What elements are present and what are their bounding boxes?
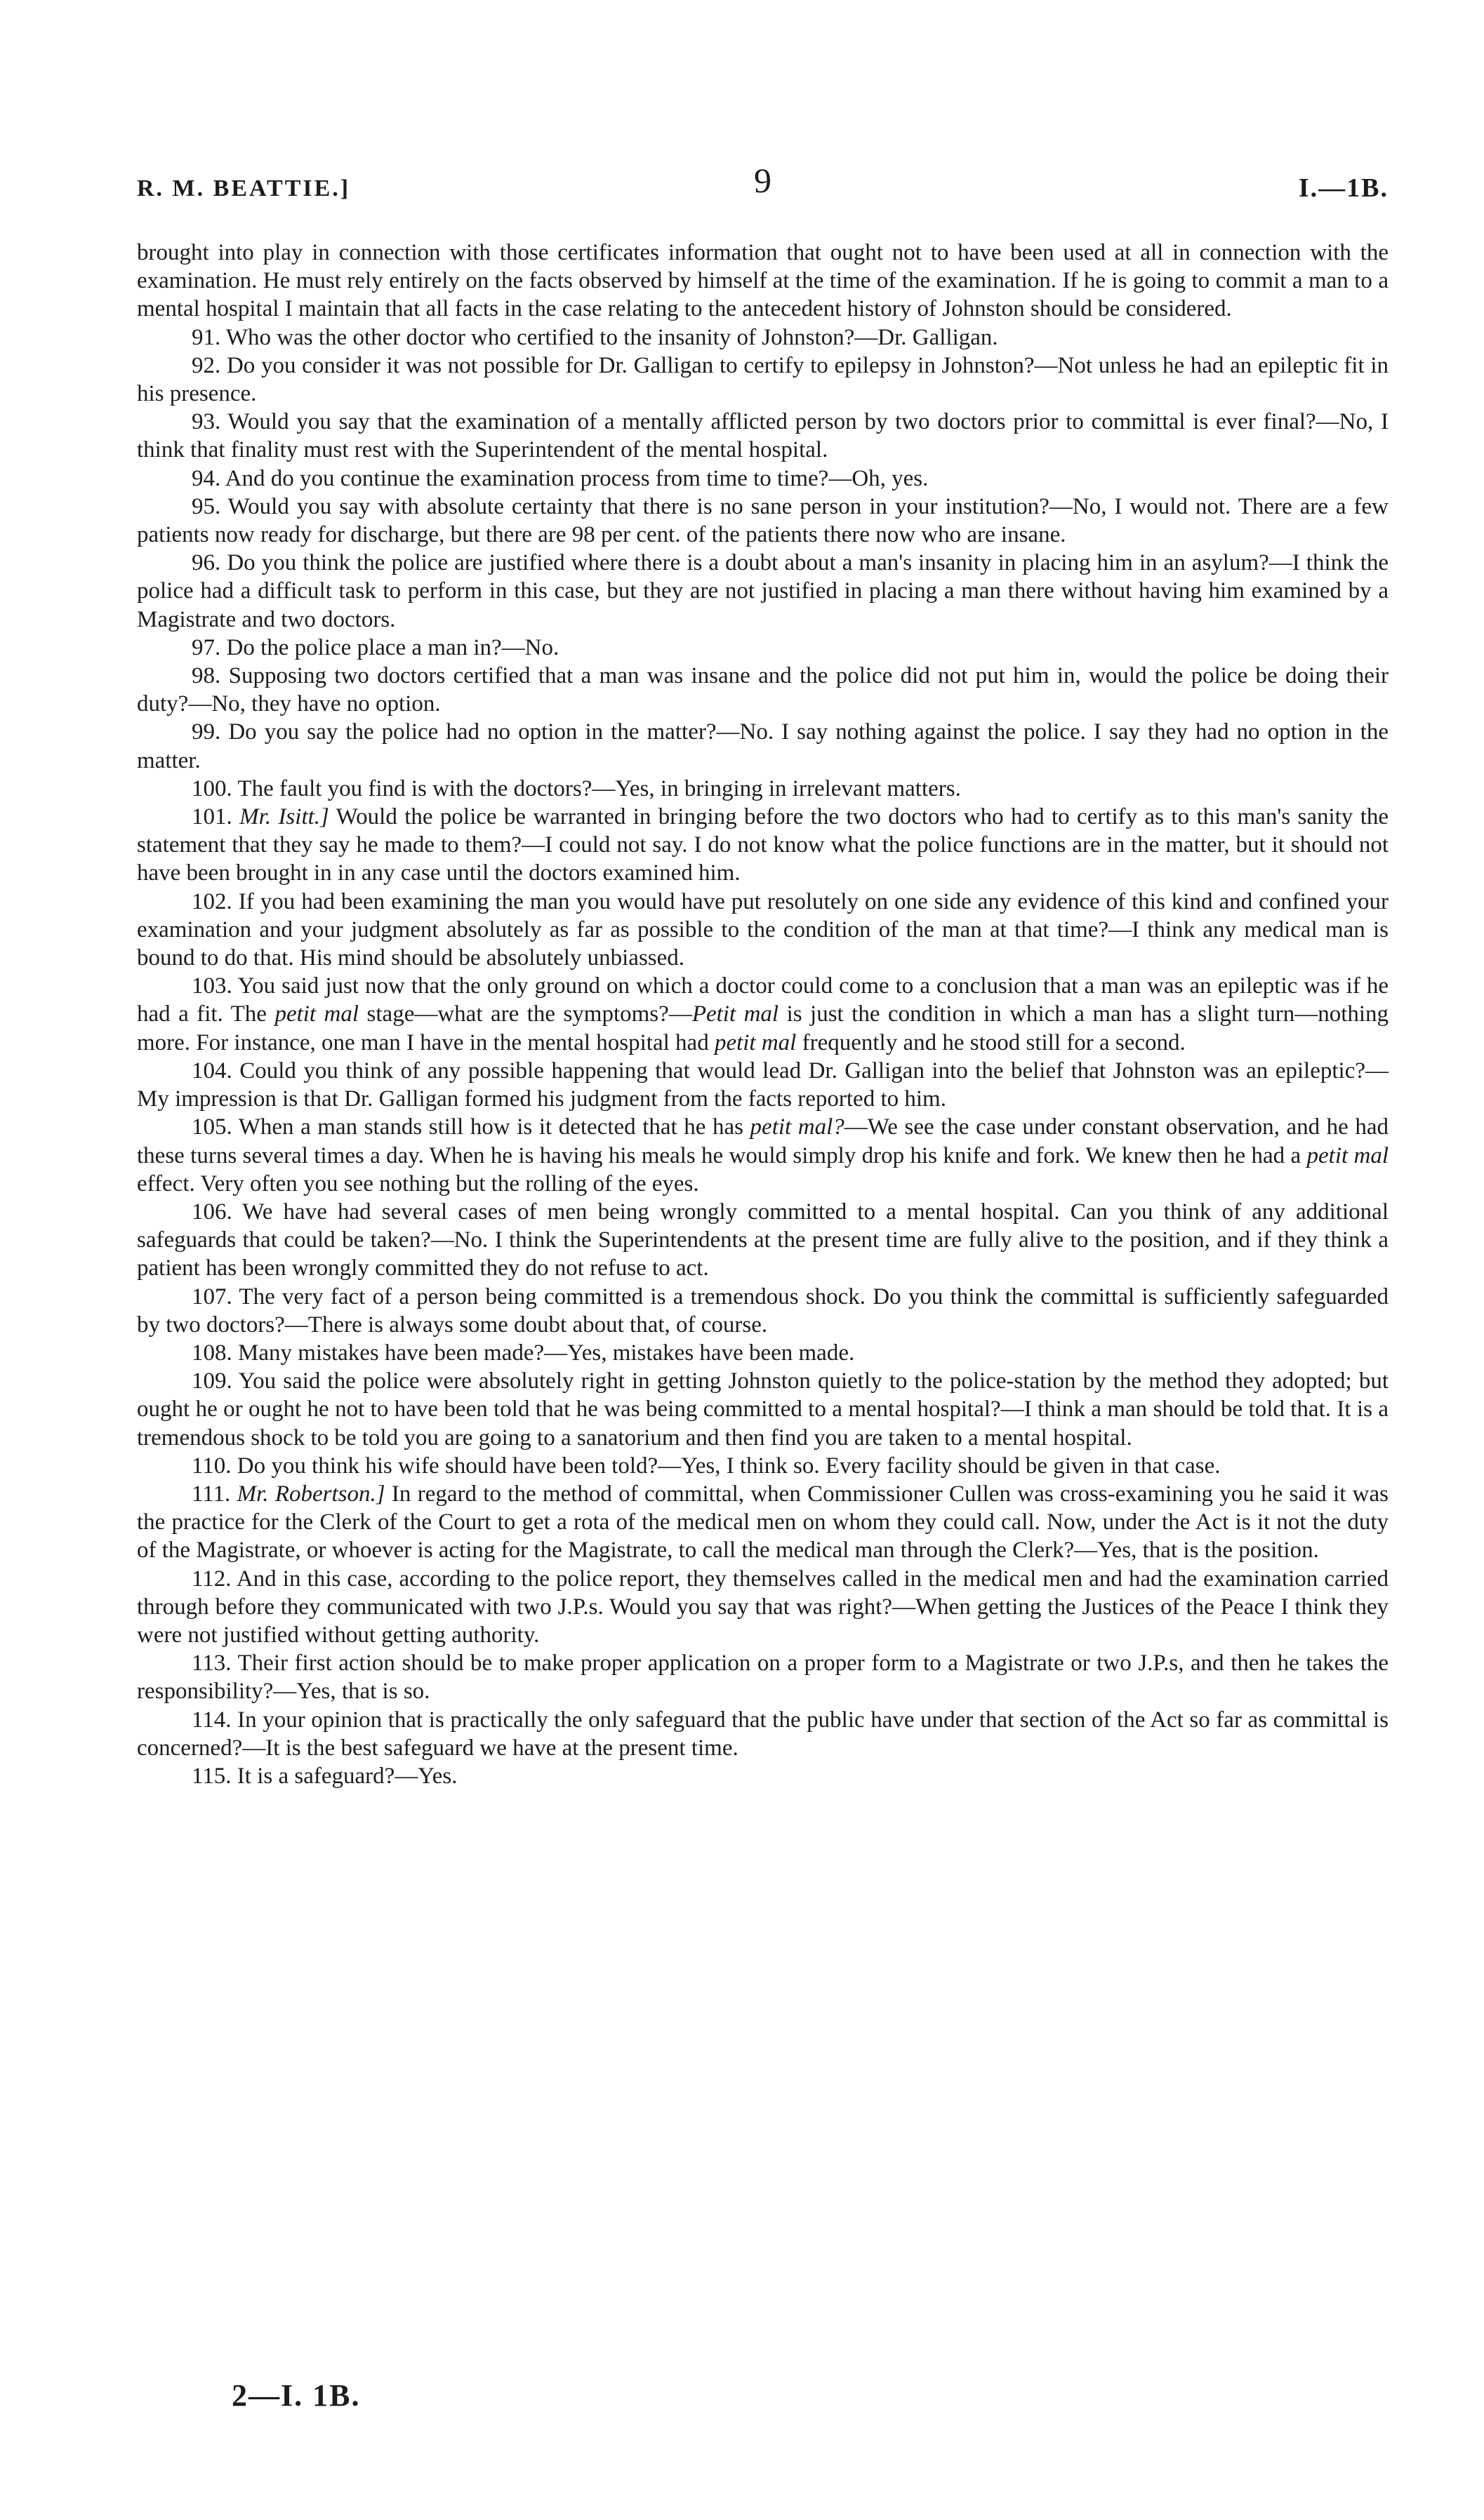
question-98	[137, 662, 1389, 718]
question-text: When a man stands still how is it detected that he has	[238, 1114, 743, 1140]
question-text: Do you think the police are justified where there is a doubt about a man's insanity in placing him in an asylum?—I think the police had a difficult task to perform in this case, but they are not justified in placing a man there without having him examined by a Magistrate and two doctors.	[137, 550, 1389, 632]
question-99	[137, 718, 1389, 774]
evidence-text	[137, 239, 1389, 1790]
question-text: stage—what are the symptoms?—	[366, 1001, 692, 1027]
question-text: You said just now that the only ground on which a doctor could come to a conclusion that a man was an epileptic was if he had a fit. The	[137, 973, 1389, 1027]
question-text: Their first action should be to make proper application on a proper form to a Magistrate or two J.P.s, and then he takes the responsibility?—Yes, that is so.	[137, 1651, 1389, 1705]
question-text: is just the condition in which a man has a slight turn—nothing more. For instance, one man I have in the mental hospital had	[137, 1001, 1389, 1055]
question-105	[137, 1113, 1389, 1198]
italic-term: Petit mal	[691, 1001, 779, 1027]
question-text: Do the police place a man in?—No.	[226, 634, 559, 660]
question-100	[137, 775, 1389, 803]
italic-term: petit mal	[714, 1029, 797, 1055]
header-paper-reference: I.—1B.	[1298, 173, 1389, 203]
question-102	[137, 888, 1389, 973]
question-103	[137, 972, 1389, 1057]
header-witness-name: R. M. BEATTIE.]	[137, 175, 351, 201]
question-96	[137, 549, 1389, 634]
question-text: In regard to the method of committal, when Commissioner Cullen was cross-examining you he said it was the practice for the Clerk of the Court to get a rota of the medical men on whom they could call. Now, under the Act is it not the duty of the Magistrate, or whoever is acting for the Magistrate, to call the medical man through the Clerk?—Yes, that is the position.	[137, 1481, 1389, 1564]
question-number: 108.	[192, 1340, 232, 1366]
question-text: effect. Very often you see nothing but the rolling of the eyes.	[137, 1171, 699, 1196]
question-number: 101.	[192, 804, 232, 830]
question-107	[137, 1283, 1389, 1339]
question-93	[137, 408, 1389, 464]
question-text: Would you say with absolute certainty that there is no sane person in your institution?—No, I would not. There are a few patients now ready for discharge, but there are 98 per cent. of the patients there now who are insane.	[137, 493, 1389, 548]
question-text: And in this case, according to the police report, they themselves called in the medical men and had the examination carried through before they communicated with two J.P.s. Would you say that was right?—When getting the Justices of the Peace I think they were not justified without getting authority.	[137, 1566, 1389, 1648]
question-94	[137, 465, 1389, 493]
question-115	[137, 1762, 1389, 1790]
question-110	[137, 1452, 1389, 1480]
question-number: 100.	[192, 775, 232, 801]
question-number: 91.	[192, 324, 221, 350]
question-text: Supposing two doctors certified that a man was insane and the police did not put him in, would the police be doing their duty?—No, they have no option.	[137, 663, 1389, 717]
italic-term: petit mal	[274, 1001, 359, 1027]
question-number: 94.	[192, 465, 221, 491]
question-number: 109.	[192, 1368, 232, 1394]
question-95	[137, 493, 1389, 549]
question-text: The very fact of a person being committed is a tremendous shock. Do you think the committal is sufficiently safeguarded by two doctors?—There is always some doubt about that, of course.	[137, 1284, 1389, 1338]
question-number: 110.	[192, 1453, 232, 1479]
question-text: It is a safeguard?—Yes.	[237, 1763, 458, 1789]
question-101	[137, 803, 1389, 888]
question-text: Who was the other doctor who certified to the insanity of Johnston?—Dr. Galligan.	[225, 324, 998, 350]
question-number: 103.	[192, 973, 232, 999]
signature-mark: 2—I. 1B.	[232, 2378, 361, 2413]
question-text: Would you say that the examination of a mentally afflicted person by two doctors prior to committal is ever final?—No, I think that finality must rest with the Superintendent of the mental hospital.	[137, 409, 1389, 463]
question-number: 97.	[192, 634, 221, 660]
speaker-label: Mr. Isitt.]	[239, 804, 329, 830]
question-number: 111.	[192, 1481, 231, 1507]
question-text: The fault you find is with the doctors?—Yes, in bringing in irrelevant matters.	[237, 775, 961, 801]
question-109	[137, 1367, 1389, 1452]
question-number: 102.	[192, 888, 232, 914]
question-number: 98.	[192, 663, 221, 689]
question-97	[137, 634, 1389, 662]
question-number: 93.	[192, 409, 221, 435]
question-number: 112.	[192, 1566, 232, 1592]
question-108	[137, 1339, 1389, 1367]
question-text: Many mistakes have been made?—Yes, mistakes have been made.	[238, 1340, 855, 1366]
question-text: We have had several cases of men being wrongly committed to a mental hospital. Can you think of any additional safeguards that could be taken?—No. I think the Superintendents at the present time are fully alive to the position, and if they think a patient has been wrongly committed they do not refuse to act.	[137, 1199, 1389, 1281]
question-text: frequently and he stood still for a second.	[802, 1029, 1186, 1055]
question-104	[137, 1057, 1389, 1113]
question-text: And do you continue the examination process from time to time?—Oh, yes.	[225, 465, 929, 491]
continued-paragraph: brought into play in connection with those certificates information that ought not to have been used at all in connection with the examination. He must rely entirely on the facts observed by himself at the time of the examination. If he is going to commit a man to a mental hospital I maintain that all facts in the case relating to the antecedent history of Johnston should be considered.	[137, 240, 1389, 322]
page-header	[137, 160, 1389, 205]
question-text: —We see the case under constant observation, and he had these turns several times a day. When he is having his meals he would simply drop his knife and fork. We knew then he had a	[137, 1114, 1389, 1168]
question-number: 115.	[192, 1763, 232, 1789]
page-number: 9	[754, 161, 771, 200]
question-number: 113.	[192, 1651, 232, 1676]
question-text: You said the police were absolutely right in getting Johnston quietly to the police-station by the method they adopted; but ought he or ought he not to have been told that he was being committed to a mental hospital?—I think a man should be told that. It is a tremendous shock to be told you are going to a sanatorium and then find you are taken to a mental hospital.	[137, 1368, 1389, 1451]
question-number: 92.	[192, 352, 221, 378]
question-number: 105.	[192, 1114, 232, 1140]
question-number: 114.	[192, 1707, 232, 1733]
italic-term: petit mal?	[750, 1114, 844, 1140]
question-91	[137, 324, 1389, 352]
question-number: 104.	[192, 1058, 232, 1084]
question-113	[137, 1649, 1389, 1705]
question-number: 95.	[192, 493, 221, 519]
speaker-label: Mr. Robertson.]	[237, 1481, 385, 1507]
question-text: Could you think of any possible happening that would lead Dr. Galligan into the belief that Johnston was an epileptic?—My impression is that Dr. Galligan formed his judgment from the facts reported to him.	[137, 1058, 1389, 1112]
question-text: In your opinion that is practically the only safeguard that the public have under that section of the Act so far as committal is concerned?—It is the best safeguard we have at the present time.	[137, 1707, 1389, 1761]
question-number: 107.	[192, 1284, 232, 1309]
question-106	[137, 1198, 1389, 1283]
question-text: Do you think his wife should have been told?—Yes, I think so. Every facility should be given in that case.	[237, 1453, 1221, 1479]
question-number: 99.	[192, 719, 221, 745]
question-text: Do you say the police had no option in the matter?—No. I say nothing against the police. I say they had no option in the matter.	[137, 719, 1389, 773]
question-114	[137, 1706, 1389, 1762]
question-number: 96.	[192, 550, 221, 576]
question-text: If you had been examining the man you would have put resolutely on one side any evidence of this kind and confined your examination and your judgment absolutely as far as possible to the condition of the man at that time?—I think any medical man is bound to do that. His mind should be absolutely unbiassed.	[137, 888, 1389, 971]
question-number: 106.	[192, 1199, 232, 1225]
question-112	[137, 1565, 1389, 1650]
question-92	[137, 352, 1389, 408]
italic-term: petit mal	[1306, 1142, 1389, 1168]
question-text: Do you consider it was not possible for Dr. Galligan to certify to epilepsy in Johnston?—Not unless he had an epileptic fit in his presence.	[137, 352, 1389, 407]
question-111	[137, 1480, 1389, 1565]
question-text: Would the police be warranted in bringing before the two doctors who had to certify as to this man's sanity the statement that they say he made to them?—I could not say. I do not know what the police functions are in the matter, but it should not have been brought in in any case until the doctors examined him.	[137, 804, 1389, 886]
